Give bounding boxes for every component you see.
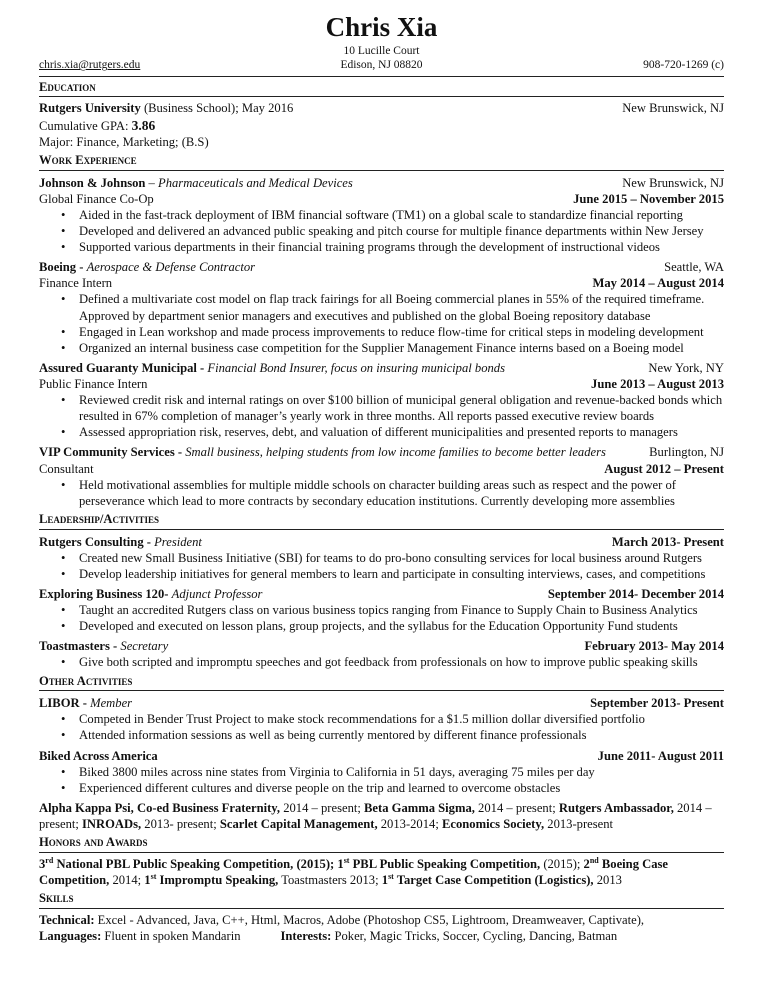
job-dates: June 2015 – November 2015 — [573, 191, 724, 206]
membership-years: 2014 – present; — [39, 800, 712, 831]
email-cell — [39, 58, 265, 72]
activity-role: Adjunct Professor — [171, 586, 263, 601]
languages-value: Fluent in spoken Mandarin — [101, 928, 241, 943]
interests-label: Interests: — [280, 928, 332, 943]
activity-dates: September 2014- December 2014 — [547, 586, 724, 601]
technical-skills-line — [39, 912, 724, 928]
award-5-text: Target Case Competition (Logistics), — [393, 872, 594, 887]
work-list — [39, 175, 724, 509]
job-location: Burlington, NJ — [649, 445, 724, 460]
resume-page — [39, 12, 724, 944]
activity-bullets — [39, 711, 724, 743]
job-entry — [39, 444, 724, 508]
activity-org: Biked Across America — [39, 748, 158, 763]
school-line — [39, 100, 293, 116]
activity-bullet: • Give both scripted and impromptu speeches and got feedback from professionals on how to improve public speaking skills — [39, 654, 724, 670]
activity-bullets — [39, 602, 724, 634]
activity-bullet: • Attended information sessions as well as being currently mentored by different finance professionals — [39, 727, 724, 743]
membership-name: Rutgers Ambassador, — [558, 800, 674, 815]
job-dates: June 2013 – August 2013 — [591, 377, 724, 392]
award-3-suffix: nd — [589, 855, 599, 865]
membership-name: Alpha Kappa Psi, Co-ed Business Fraternity, — [39, 800, 281, 815]
job-dates: August 2012 – Present — [604, 461, 724, 476]
activity-bullet: • Experienced different cultures and diverse people on the trip and learned to overcome obstacles — [39, 780, 724, 796]
job-bullet: • Assessed appropriation risk, reserves, debt, and valuation of different municipalities and presented reports to managers — [39, 424, 724, 440]
award-3-text: Boeing Case Competition, — [39, 856, 669, 887]
award-4 — [144, 873, 278, 887]
activity-dates: September 2013- Present — [590, 696, 724, 711]
award-4-rank: 1 — [144, 872, 151, 887]
school-location: New Brunswick, NJ — [622, 101, 724, 116]
section-leadership-heading: Leadership/Activities — [39, 512, 724, 530]
section-other-heading: Other Activities — [39, 674, 724, 692]
address-line-1: 10 Lucille Court — [343, 45, 420, 57]
job-role: Global Finance Co-Op — [39, 191, 154, 206]
job-entry — [39, 360, 724, 441]
email-link[interactable]: chris.xia@rutgers.edu — [39, 59, 141, 72]
award-2-suffix: st — [343, 855, 350, 865]
award-1-text: National PBL Public Speaking Competition, (2015); — [53, 856, 338, 871]
job-org-row — [39, 175, 724, 191]
section-work-heading: Work Experience — [39, 153, 724, 171]
award-5-year: 2013 — [593, 872, 622, 887]
leadership-list — [39, 534, 724, 671]
activity-title-line — [39, 638, 168, 654]
activity-role: Secretary — [120, 639, 169, 654]
job-bullet: • Engaged in Lean workshop and made process improvements to reduce flow-time for critical steps in modeling development — [39, 324, 724, 340]
job-org-description: Aerospace & Defense Contractor — [86, 260, 256, 275]
job-role-row — [39, 275, 724, 291]
activity-bullet: • Taught an accredited Rutgers class on various business topics ranging from Finance to Supply Chain to Business Analytics — [39, 602, 724, 618]
membership-name: Economics Society, — [441, 817, 545, 831]
job-role: Consultant — [39, 461, 94, 476]
job-org: Johnson & Johnson — [39, 175, 146, 190]
activity-entry — [39, 748, 724, 796]
activity-dates: March 2013- Present — [611, 534, 724, 549]
job-bullets — [39, 392, 724, 440]
address-line-2: Edison, NJ 08820 — [340, 59, 423, 72]
activity-bullet: • Developed and executed on lesson plans, group projects, and the syllabus for the Education Opportunity Fund students — [39, 618, 724, 634]
membership-years: 2014 – present; — [474, 800, 559, 815]
candidate-name: Chris Xia — [325, 12, 438, 42]
school-detail: (Business School); May 2016 — [140, 101, 294, 116]
activity-row — [39, 534, 724, 550]
activity-bullet: • Competed in Bender Trust Project to make stock recommendations for a $1.5 million dollar diversified portfolio — [39, 711, 724, 727]
activity-role: Member — [90, 696, 133, 711]
activity-org: Exploring Business 120- — [39, 586, 172, 601]
education-row — [39, 100, 724, 116]
job-org: Boeing - — [39, 260, 87, 275]
membership-name: Scarlet Capital Management, — [219, 817, 378, 831]
activity-title-line — [39, 586, 262, 602]
award-2-text: PBL Public Speaking Competition, — [349, 856, 541, 871]
activity-title-line — [39, 534, 202, 550]
activity-bullet: • Develop leadership initiatives for general members to learn and participate in consulting interviews, cases, and competitions — [39, 566, 724, 582]
activity-row — [39, 586, 724, 602]
section-honors-heading: Honors and Awards — [39, 835, 724, 853]
award-3-year: 2014; — [109, 872, 145, 887]
major-line: Major: Finance, Marketing; (B.S) — [39, 134, 209, 149]
job-role: Finance Intern — [39, 276, 113, 291]
award-4-year: Toastmasters 2013; — [278, 872, 382, 887]
activity-org: Rutgers Consulting - — [39, 534, 155, 549]
activity-bullet: • Biked 3800 miles across nine states from Virginia to California in 51 days, averaging 75 miles per day — [39, 764, 724, 780]
job-role: Public Finance Intern — [39, 377, 148, 392]
activity-title-line — [39, 695, 132, 711]
address — [265, 44, 498, 73]
technical-skills: Excel - Advanced, Java, C++, Html, Macros, Adobe (Photoshop CS5, Lightroom, Dreamweaver, Captivate), — [94, 912, 645, 927]
membership-years: 2013- present; — [141, 817, 220, 831]
job-bullet: • Defined a multivariate cost model on flap track fairings for all Boeing commercial planes in 55% of the required timeframe. Approved by department senior managers and executives and published on the global Boeing repository database — [39, 291, 724, 323]
header-rule — [39, 76, 724, 77]
job-org-line — [39, 360, 505, 376]
activity-bullets — [39, 764, 724, 796]
job-org-row — [39, 444, 724, 460]
activity-dates: June 2011- August 2011 — [597, 748, 724, 763]
education-entry — [39, 100, 724, 149]
award-5-suffix: st — [388, 871, 394, 881]
job-location: New Brunswick, NJ — [622, 175, 724, 190]
job-role-row — [39, 376, 724, 392]
job-org-description: Financial Bond Insurer, focus on insuring municipal bonds — [207, 360, 505, 375]
activity-title-line — [39, 748, 158, 764]
job-bullet: • Organized an internal business case competition for the Supplier Management Finance interns based on a Boeing model — [39, 340, 724, 356]
activity-role: President — [154, 534, 202, 549]
activity-row — [39, 695, 724, 711]
job-bullet: • Held motivational assemblies for multiple middle schools on character building areas such as respect and the power of perseverance which lead to more contracts by secondary education institutions. Currently developing more assemblies — [39, 477, 724, 509]
gpa-label: Cumulative GPA: — [39, 118, 132, 133]
job-org: VIP Community Services - — [39, 445, 186, 460]
activity-row — [39, 638, 724, 654]
membership-name: INROADs, — [82, 817, 142, 831]
award-4-text: Impromptu Speaking, — [156, 872, 279, 887]
languages-label: Languages: — [39, 928, 102, 943]
job-entry — [39, 175, 724, 256]
activity-bullets — [39, 654, 724, 670]
activity-bullets — [39, 550, 724, 582]
gpa-value: 3.86 — [131, 117, 156, 133]
technical-label: Technical: — [39, 912, 95, 927]
job-org-line — [39, 444, 606, 460]
award-2-rank: 1 — [337, 856, 344, 871]
activity-org: LIBOR - — [39, 696, 91, 711]
job-bullet: • Developed and delivered an advanced public speaking and pitch course for multiple finance departments within New Jersey — [39, 223, 724, 239]
activity-entry — [39, 534, 724, 582]
job-bullet: • Aided in the fast-track deployment of IBM financial software (TM1) on a global scale to standardize financial reporting — [39, 207, 724, 223]
job-bullet: • Supported various departments in their financial training programs through the development of instructional videos — [39, 239, 724, 255]
job-location: Seattle, WA — [664, 260, 724, 275]
other-activities-list — [39, 695, 724, 796]
activity-bullet: • Created new Small Business Initiative (SBI) for teams to do pro-bono consulting services for local business around Rutgers — [39, 550, 724, 566]
job-org-description: Pharmaceuticals and Medical Devices — [158, 175, 353, 190]
job-org-description: Small business, helping students from low income families to become better leaders — [185, 445, 606, 460]
activity-org: Toastmasters - — [39, 639, 121, 654]
section-skills-heading: Skills — [39, 891, 724, 909]
job-org-row — [39, 360, 724, 376]
job-org-line — [39, 259, 255, 275]
award-1 — [39, 857, 337, 871]
phone: 908-720-1269 (c) — [643, 59, 724, 72]
school-name: Rutgers University — [39, 101, 141, 116]
interests-value: Poker, Magic Tricks, Soccer, Cycling, Dancing, Batman — [331, 928, 618, 943]
award-2 — [337, 857, 540, 871]
membership-years: 2013-present — [544, 817, 614, 831]
activity-entry — [39, 586, 724, 634]
activity-row — [39, 748, 724, 764]
job-bullets — [39, 291, 724, 355]
award-4-suffix: st — [150, 871, 157, 881]
award-2-year: (2015); — [540, 856, 584, 871]
job-org-row — [39, 259, 724, 275]
award-1-rank: 3 — [39, 856, 46, 871]
job-location: New York, NY — [648, 360, 724, 375]
membership-years: 2014 – present; — [280, 800, 365, 815]
job-dates: May 2014 – August 2014 — [592, 276, 724, 291]
job-bullets — [39, 207, 724, 255]
job-bullet: • Reviewed credit risk and internal ratings on over $100 billion of municipal general obligation and revenue-backed bonds which resulted in 67% completion of manager’s yearly work in three months. All reports passed executive review boards — [39, 392, 724, 424]
activity-dates: February 2013- May 2014 — [584, 639, 724, 654]
activity-entry — [39, 695, 724, 743]
memberships-paragraph — [39, 800, 724, 832]
contact-bar — [39, 44, 724, 73]
award-5-rank: 1 — [381, 872, 389, 887]
award-5 — [382, 873, 594, 887]
job-org-separator: – — [145, 175, 158, 190]
job-org: Assured Guaranty Municipal - — [39, 360, 208, 375]
job-role-row — [39, 191, 724, 207]
job-bullets — [39, 477, 724, 509]
job-org-line — [39, 175, 353, 191]
award-1-suffix: rd — [45, 855, 54, 865]
activity-entry — [39, 638, 724, 670]
membership-name: Beta Gamma Sigma, — [364, 800, 475, 815]
membership-years: 2013-2014; — [377, 817, 442, 831]
job-entry — [39, 259, 724, 356]
job-role-row — [39, 461, 724, 477]
section-education-heading: Education — [39, 80, 724, 98]
languages-interests-line — [39, 928, 724, 944]
award-3-rank: 2 — [583, 856, 590, 871]
honors-paragraph — [39, 856, 724, 888]
gpa-line — [39, 117, 724, 134]
